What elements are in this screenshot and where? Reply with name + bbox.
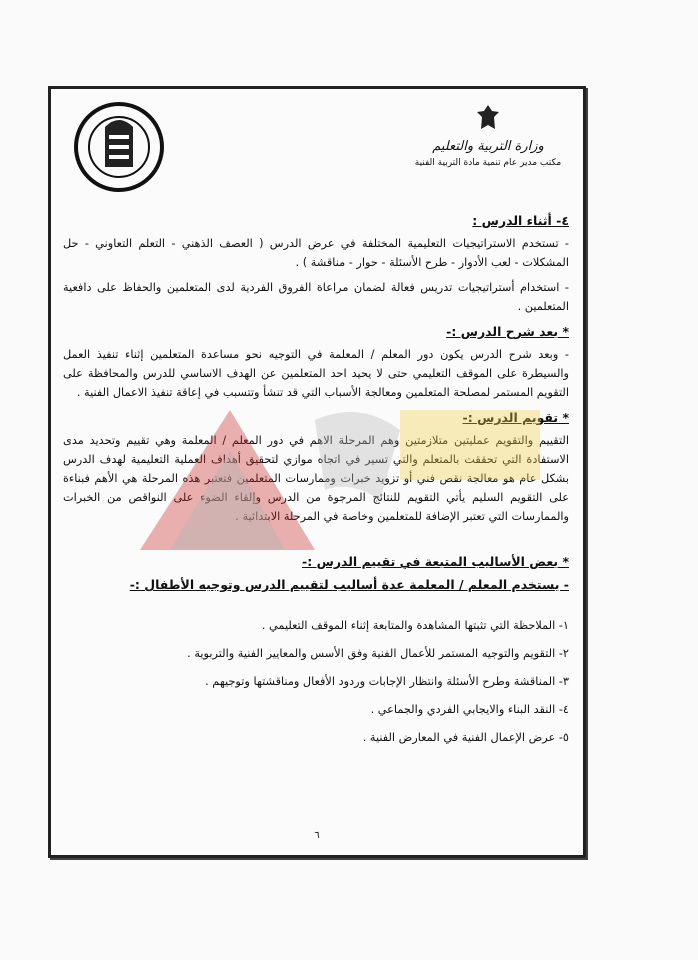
after-lesson-heading: * بعد شرح الدرس :- [446,324,569,339]
after-paragraph: - وبعد شرح الدرس يكون دور المعلم / المعلمة في التوجيه نحو مساعدة المتعلمين إثناء تنفيذ العمل والسيطرة على الموقف التعليمي حتى لا يحيد احد المتعلمين عن الهدف الاساسي للدرس والمحافظة على التقويم المستمر لمصلحة المتعلمين ومعالجة الأسباب التي قد تنشأ وتتسبب في إعاقة تنفيذ الاعمال الفنية . [63,348,569,399]
page-number: ٦ [314,830,320,841]
list-item: ٣- المناقشة وطرح الأسئلة وانتظار الإجابات وردود الأفعال ومناقشتها وتوجيهم . [205,675,569,688]
document-frame [48,86,586,858]
evaluation-paragraph: التقييم والتقويم عمليتين متلازمتين وهم المرحلة الاهم في دور المعلم / المعلمة وهي تقييم وتحديد مدى الاستفادة التي تحققت بالمتعلم والتي تسير في اتجاه موازي لتحقيق أهداف العملية التعليمية لهدف الدرس بشكل عام هو معالجة نقص فني أو تزويد خبرات وممارسات المتعلمين فتعتبر هذه المرحلة هي الأهم فبناءة على التقويم السليم يأتي التقويم للنتائج المرجوة من الدرس وإلقاء الضوء على النواقص من الخبرات والممارسات التي تعتبر الإضافة للمتعلمين وخاصة في المرحلة الابتدائية . [63,434,569,523]
list-item: ٤- النقد البناء والايجابي الفردي والجماعي . [370,703,569,716]
during-paragraph-2: - استخدام أستراتيجيات تدريس فعالة لضمان مراعاة الفروق الفردية لدى المتعلمين والحفاظ على دافعية المتعلمين . [63,281,569,313]
list-item: ١- الملاحظة التي تثبتها المشاهدة والمتابعة إثناء الموقف التعليمي . [261,619,569,632]
office-seal-logo [73,101,165,193]
office-name: مكتب مدير عام تنمية مادة التربية الفنية [414,158,562,168]
list-item: ٥- عرض الإعمال الفنية في المعارض الفنية . [362,731,569,744]
list-item: ٢- التقويم والتوجيه المستمر للأعمال الفنية وفق الأسس والمعايير الفنية والتربوية . [187,647,569,660]
eagle-emblem-icon [475,103,501,133]
methods-heading: * بعض الأساليب المتبعة في تقييم الدرس :- [302,554,569,569]
methods-list [63,616,569,747]
document-body [63,207,569,756]
ministry-name: وزارة التربية والتعليم [432,139,544,154]
methods-subheading: - يستخدم المعلم / المعلمة عدة أساليب لتقييم الدرس وتوجيه الأطفال :- [129,577,569,592]
during-lesson-heading: ٤- أثناء الدرس : [472,213,569,228]
evaluation-heading: * تقويم الدرس :- [462,410,569,425]
ministry-header [413,103,563,168]
during-paragraph-1: - تستخدم الاستراتيجيات التعليمية المختلفة في عرض الدرس ( العصف الذهني - التعلم التعاوني - حل المشكلات - لعب الأدوار - طرح الأسئلة - حوار - مناقشة ) . [63,237,569,269]
